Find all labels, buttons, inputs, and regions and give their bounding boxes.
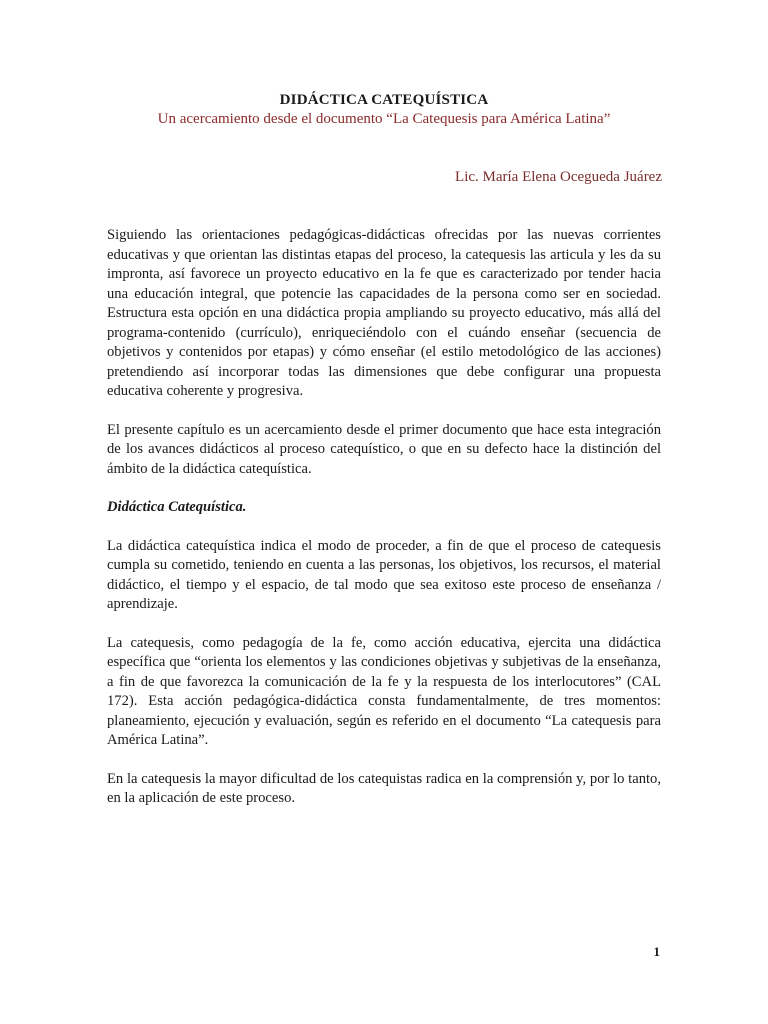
document-body [107,226,661,828]
body-paragraph: Siguiendo las orientaciones pedagógicas-didácticas ofrecidas por las nuevas corrientes educativas y que orientan las distintas etapas del proceso, la catequesis las articula y les da su impronta, así favorece un proyecto educativo en la fe que es caracterizado por tender hacia una educación integral, que potencie las capacidades de la persona como ser en sociedad. Estructura esta opción en una didáctica propia ampliando su proyecto educativo, más allá del programa-contenido (currículo), enriqueciéndolo con el cuándo enseñar (secuencia de objetivos y contenidos por etapas) y cómo enseñar (el estilo metodológico de las acciones) pretendiendo así incorporar todas las dimensiones que debe configurar una propuesta educativa coherente y progresiva. [107,227,661,399]
section-paragraph: La didáctica catequística indica el modo de proceder, a fin de que el proceso de catequesis cumpla su cometido, teniendo en cuenta a las personas, los objetivos, los recursos, el material didáctico, el tiempo y el espacio, de tal modo que sea exitoso este proceso de enseñanza / aprendizaje. [107,537,661,612]
document-author: Lic. María Elena Ocegueda Juárez [455,169,662,185]
page-number: 1 [653,944,660,959]
document-title: DIDÁCTICA CATEQUÍSTICA [279,92,489,108]
body-paragraph: El presente capítulo es un acercamiento desde el primer documento que hace esta integración de los avances didácticos al proceso catequístico, o que en su defecto hace la distinción del ámbito de la didáctica catequística. [107,421,661,477]
section-heading: Didáctica Catequística. [107,499,247,515]
section-paragraph: En la catequesis la mayor dificultad de los catequistas radica en la comprensión y, por lo tanto, en la aplicación de este proceso. [107,770,661,806]
document-subtitle: Un acercamiento desde el documento “La Catequesis para América Latina” [157,111,611,127]
section-paragraph: La catequesis, como pedagogía de la fe, como acción educativa, ejercita una didáctica específica que “orienta los elementos y las condiciones objetivas y subjetivas de la enseñanza, a fin de que favorezca la comunicación de la fe y la respuesta de los interlocutores” (CAL 172). Esta acción pedagógica-didáctica consta fundamentalmente, de tres momentos: planeamiento, ejecución y evaluación, según es referido en el documento “La catequesis para América Latina”. [107,634,661,748]
